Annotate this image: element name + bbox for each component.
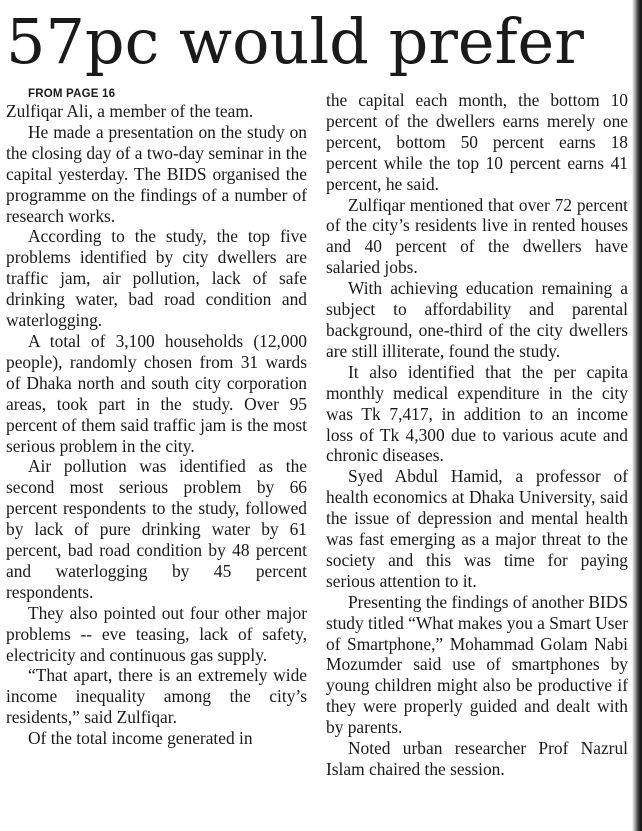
paragraph: Air pollution was identified as the second most serious problem by 66 percent respondents to the study, followed by lack of pure drinking water by 61 percent, bad road condition by 48 percent and waterlogging by 45 percent respondents.: [6, 456, 307, 602]
paragraph: Syed Abdul Hamid, a professor of health economics at Dhaka University, said the issue of depression and mental health was fast emerging as a major threat to the society and this was time for paying serious attention to it.: [326, 466, 628, 591]
paragraph: A total of 3,100 households (12,000 people), randomly chosen from 31 wards of Dhaka north and south city corporation areas, took part in the study. Over 95 percent of them said traffic jam is the most serious problem in the city.: [6, 330, 307, 456]
paragraph: He made a presentation on the study on the closing day of a two-day seminar in the capital yesterday. The BIDS organised the programme on the findings of a number of research works.: [6, 121, 307, 226]
article-column-left: [6, 88, 307, 749]
paragraph: Zulfiqar mentioned that over 72 percent of the city’s residents live in rented houses and 40 percent of the dwellers have salaried jobs.: [326, 194, 628, 278]
page-edge-shadow: [632, 0, 642, 831]
paragraph: Presenting the findings of another BIDS study titled “What makes you a Smart User of Smartphone,” Mohammad Golam Nabi Mozumder said use of smartphones by young children might also be productive if they were properly guided and dealt with by parents.: [326, 591, 628, 738]
paragraph: They also pointed out four other major problems -- eve teasing, lack of safety, electricity and continuous gas supply.: [6, 602, 307, 665]
dateline: FROM PAGE 16: [28, 88, 116, 100]
paragraph: the capital each month, the bottom 10 percent of the dwellers earns merely one percent, bottom 50 percent earns 18 percent while the top 10 percent earns 41 percent, he said.: [326, 90, 628, 194]
headline: 57pc would prefer: [6, 5, 584, 78]
paragraph: Noted urban researcher Prof Nazrul Islam chaired the session.: [326, 738, 628, 779]
paragraph: Zulfiqar Ali, a member of the team.: [6, 101, 254, 121]
paragraph: “That apart, there is an extremely wide income inequality among the city’s residents,” said Zulfiqar.: [6, 665, 307, 728]
paragraph: Of the total income generated in: [28, 728, 253, 749]
paragraph: With achieving education remaining a subject to affordability and parental background, one-third of the city dwellers are still illiterate, found the study.: [326, 278, 628, 361]
article-column-right: [326, 90, 628, 780]
paragraph: According to the study, the top five problems identified by city dwellers are traffic jam, air pollution, lack of safe drinking water, bad road condition and waterlogging.: [6, 226, 307, 331]
paragraph: It also identified that the per capita monthly medical expenditure in the city was Tk 7,417, in addition to an income loss of Tk 4,300 due to various acute and chronic diseases.: [326, 361, 628, 466]
